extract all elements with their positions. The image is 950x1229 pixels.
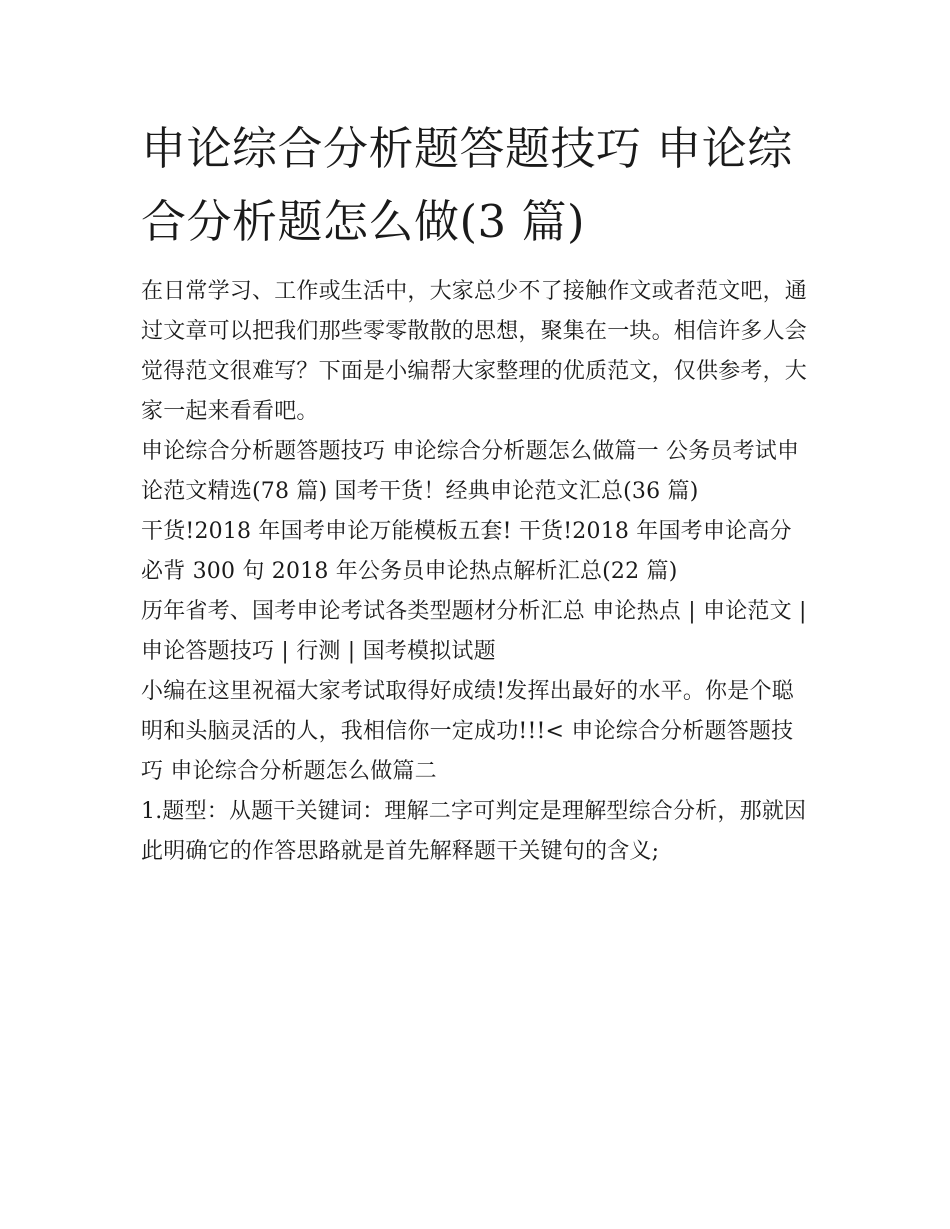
paragraph-2: 干货!2018 年国考申论万能模板五套! 干货!2018 年国考申论高分必背 300 句 2018 年公务员申论热点解析汇总(22 篇): [141, 519, 792, 584]
document-title: 申论综合分析题答题技巧 申论综合分析题怎么做(3 篇): [141, 122, 793, 248]
document-page: [141, 112, 813, 872]
paragraph-1: 申论综合分析题答题技巧 申论综合分析题怎么做篇一 公务员考试申论范文精选(78 篇) 国考干货！经典申论范文汇总(36 篇): [141, 439, 800, 504]
paragraph-3: 历年省考、国考申论考试各类型题材分析汇总 申论热点 | 申论范文 | 申论答题技巧 | 行测 | 国考模拟试题: [141, 599, 807, 664]
intro-paragraph: 在日常学习、工作或生活中，大家总少不了接触作文或者范文吧，通过文章可以把我们那些零零散散的思想，聚集在一块。相信许多人会觉得范文很难写？下面是小编帮大家整理的优质范文，仅供参考，大家一起来看看吧。: [141, 279, 808, 424]
paragraph-5: 1.题型：从题干关键词：理解二字可判定是理解型综合分析，那就因此明确它的作答思路就是首先解释题干关键句的含义;: [141, 799, 807, 864]
paragraph-4: 小编在这里祝福大家考试取得好成绩!发挥出最好的水平。你是个聪明和头脑灵活的人，我相信你一定成功!!!< 申论综合分析题答题技巧 申论综合分析题怎么做篇二: [141, 679, 794, 784]
